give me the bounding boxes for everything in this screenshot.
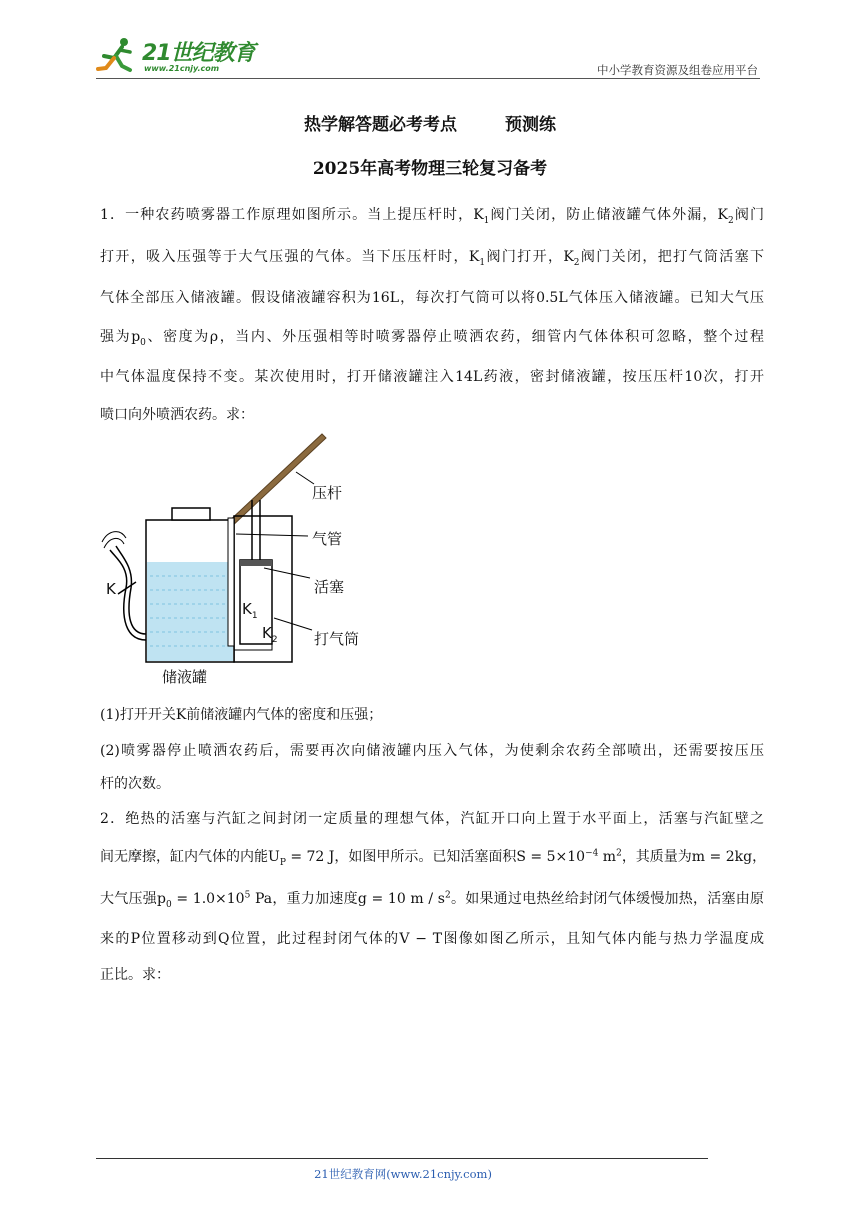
logo-title: 21世纪教育 [142,41,255,66]
label-tank: 储液罐 [162,668,208,686]
q2-line-5: 正比。求： [100,967,170,983]
header-divider [96,78,760,79]
sprayer-drawing [96,428,386,698]
q1-line-6: 喷口向外喷洒农药。求： [100,407,254,423]
q2-line-2: 间无摩擦，缸内气体的内能$U_P = 72$ J，如图甲所示。已知活塞面积$S = 5\times 10^{-4}$ $m^2$，其质量为m = 2kg， [100,848,767,868]
q1-sub-2-line-2: 杆的次数。 [100,776,170,792]
footer-divider [96,1158,708,1159]
q2-line-3: 大气压强$p_0 = 1.0\times 10^5$ Pa，重力加速度g = 10 m / $s^2$。如果通过电热丝给封闭气体缓慢加热，活塞由原 [100,890,764,910]
platform-name: 中小学教育资源及组卷应用平台 [597,63,758,77]
label-k2: $K_2$ [262,624,278,645]
q1-sub-1: (1)打开开关K前储液罐内气体的密度和压强； [100,707,383,723]
page-subtitle: 2025年高考物理三轮复习备考 [312,159,548,179]
q1-sub-2-line-1: (2)喷雾器停止喷洒农药后，需要再次向储液罐内压入气体，为使剩余农药全部喷出，还需要按压压 [100,743,764,759]
title-sub: 预测练 [505,115,556,135]
footer-link[interactable]: 21世纪教育网(www.21cnjy.com) [314,1167,492,1181]
logo-url: www.21cnjy.com [144,64,220,73]
q1-line-1: 1．一种农药喷雾器工作原理如图所示。当上提压杆时，$K_1$阀门关闭，防止储液罐气体外漏，$K_2$阀门 [100,207,764,226]
title-main: 热学解答题必考考点 [304,115,457,135]
label-pump: 打气筒 [314,630,360,648]
label-rod: 压杆 [312,484,343,502]
label-k1: $K_1$ [242,600,258,621]
q2-line-1: 2．绝热的活塞与汽缸之间封闭一定质量的理想气体，汽缸开口向上置于水平面上，活塞与汽缸壁之 [100,811,764,827]
label-tube: 气管 [312,530,343,548]
q1-line-4: 强为$p_0$、密度为ρ，当内、外压强相等时喷雾器停止喷洒农药，细管内气体体积可忽略，整个过程 [100,329,764,348]
sprayer-diagram [96,428,386,698]
page-header [96,34,760,82]
label-piston: 活塞 [314,578,345,596]
label-k: K [106,580,116,598]
page-title [0,110,860,135]
q2-line-4: 来的P位置移动到Q位置，此过程封闭气体的V − T图像如图乙所示，且知气体内能与热力学温度成 [100,931,764,947]
q1-line-2: 打开，吸入压强等于大气压强的气体。当下压压杆时，$K_1$阀门打开，$K_2$阀门关闭，把打气筒活塞下 [100,249,764,268]
runner-icon [96,36,140,76]
q1-line-5: 中气体温度保持不变。某次使用时，打开储液罐注入14L药液，密封储液罐，按压压杆10次，打开 [100,369,764,385]
q1-line-3: 气体全部压入储液罐。假设储液罐容积为16L，每次打气筒可以将0.5L气体压入储液罐。已知大气压 [100,290,764,306]
site-logo[interactable] [96,34,266,78]
